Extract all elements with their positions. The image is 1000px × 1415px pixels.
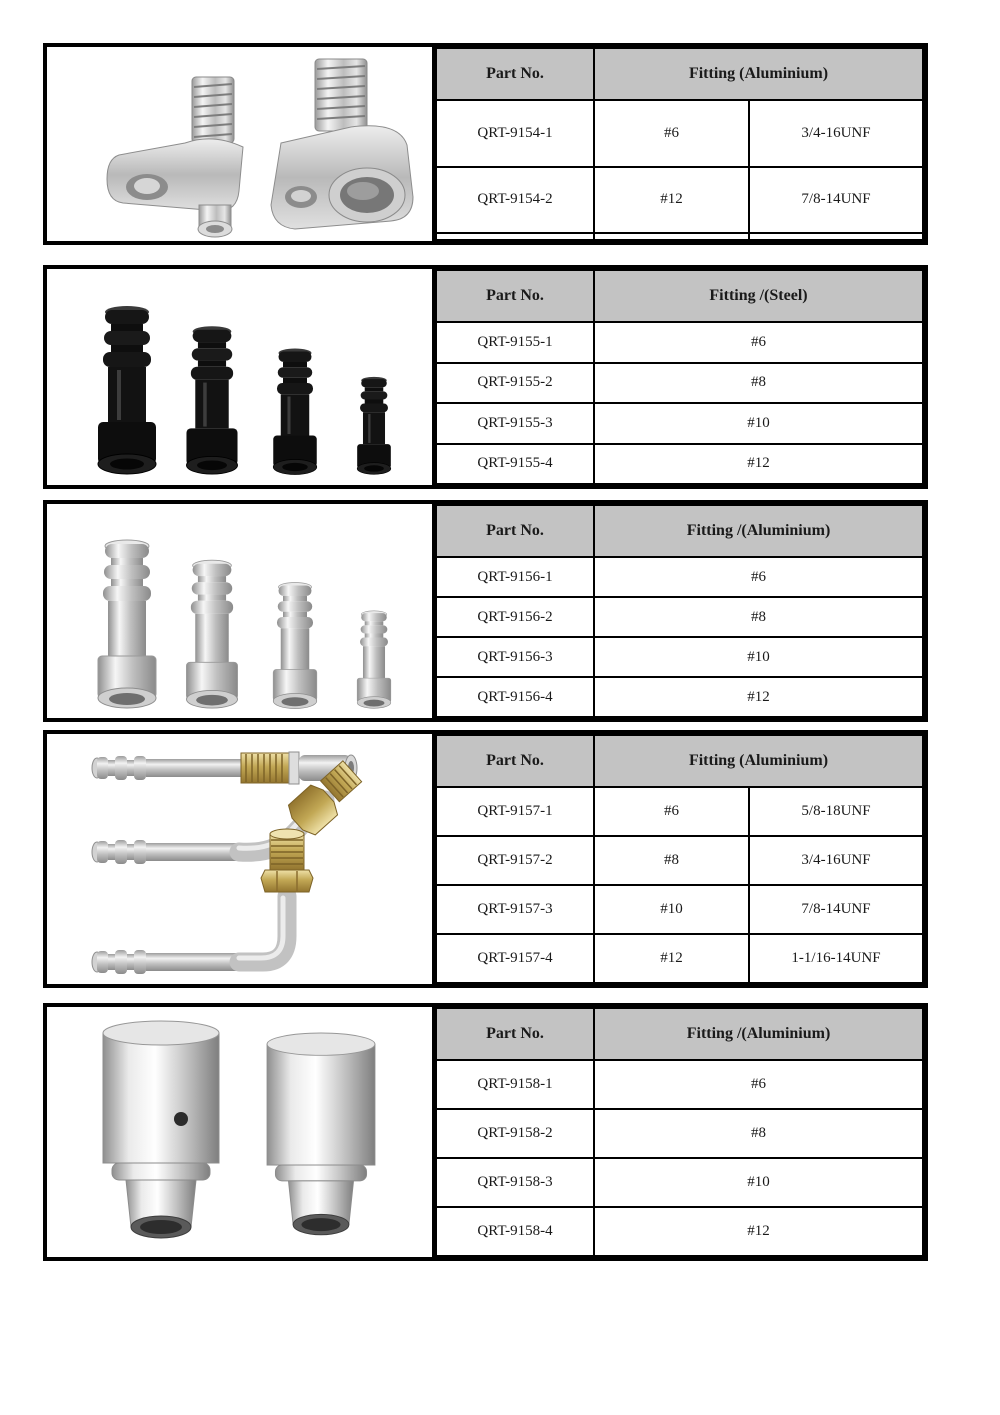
cell-part-no: QRT-9158-4 [436, 1207, 594, 1256]
cell-size: #10 [594, 1158, 923, 1207]
flange-fitting-large [271, 59, 413, 229]
cell-thread: 3/4-16UNF [749, 100, 923, 167]
cell-size: #12 [594, 934, 749, 983]
cell-part-no: QRT-9154-2 [436, 167, 594, 234]
brass-hex-nut [261, 870, 313, 892]
product-panel-qrt-9155 [43, 265, 928, 489]
table-row [436, 403, 923, 444]
table-row [436, 677, 923, 717]
table-row [436, 1158, 923, 1207]
crimp-hole [174, 1112, 188, 1126]
black-barb-fittings-image [47, 269, 432, 485]
cell-size: #6 [594, 787, 749, 836]
spec-table-wrap [432, 47, 924, 241]
spec-table-wrap [432, 269, 924, 485]
cell-size: #8 [594, 836, 749, 885]
cell-size: #6 [594, 1060, 923, 1109]
table-row [436, 1207, 923, 1256]
table-row [436, 1060, 923, 1109]
header-row [436, 735, 923, 787]
product-photo-aluminium-barbs [47, 504, 432, 718]
spec-table-wrap [432, 734, 924, 984]
brass-threaded-end [270, 829, 304, 870]
cell-size: #12 [594, 167, 749, 234]
header-part-no: Part No. [436, 48, 594, 100]
cell-part-no: QRT-9158-2 [436, 1109, 594, 1158]
straight-fitting [92, 752, 357, 784]
table-row-empty [436, 233, 923, 240]
header-row [436, 270, 923, 322]
table-row [436, 787, 923, 836]
spec-table-wrap [432, 504, 924, 718]
aluminium-barb-1 [98, 540, 156, 708]
black-barb-1 [98, 306, 156, 474]
black-barb-2 [186, 326, 237, 474]
cell-size: #12 [594, 1207, 923, 1256]
product-panel-qrt-9158 [43, 1003, 928, 1261]
cell-size: #10 [594, 637, 923, 677]
cell-size: #12 [594, 444, 923, 485]
cell-thread: 1-1/16-14UNF [749, 934, 923, 983]
cell-thread: 5/8-18UNF [749, 787, 923, 836]
aluminium-barb-2 [186, 560, 237, 708]
header-row [436, 1008, 923, 1060]
cell-part-no: QRT-9157-1 [436, 787, 594, 836]
table-row [436, 934, 923, 983]
product-photo-ferrule-caps [47, 1007, 432, 1257]
table-row [436, 363, 923, 404]
table-row [436, 100, 923, 167]
table-row [436, 557, 923, 597]
header-fitting: Fitting (Aluminium) [594, 48, 923, 100]
table-row [436, 597, 923, 637]
cell-size: #8 [594, 1109, 923, 1158]
cell-part-no: QRT-9156-4 [436, 677, 594, 717]
header-part-no: Part No. [436, 735, 594, 787]
cell-size [594, 233, 749, 240]
table-row [436, 167, 923, 234]
table-row [436, 444, 923, 485]
table-row [436, 836, 923, 885]
cell-size: #10 [594, 403, 923, 444]
header-fitting: Fitting (Aluminium) [594, 735, 923, 787]
product-photo-elbow-fittings [47, 734, 432, 984]
cell-part-no: QRT-9156-3 [436, 637, 594, 677]
ferrule-caps-image [47, 1007, 432, 1257]
black-barb-4 [357, 377, 391, 474]
header-part-no: Part No. [436, 1008, 594, 1060]
spec-table-qrt-9157 [435, 734, 924, 984]
header-fitting: Fitting /(Steel) [594, 270, 923, 322]
header-part-no: Part No. [436, 505, 594, 557]
product-photo-black-barbs [47, 269, 432, 485]
cell-part-no: QRT-9157-3 [436, 885, 594, 934]
cell-part-no: QRT-9155-3 [436, 403, 594, 444]
product-photo-flange-fittings [47, 47, 432, 241]
table-row [436, 637, 923, 677]
cell-size: #6 [594, 100, 749, 167]
spec-table-qrt-9158 [435, 1007, 924, 1257]
product-panel-qrt-9154 [43, 43, 928, 245]
header-row [436, 505, 923, 557]
cell-part-no: QRT-9155-1 [436, 322, 594, 363]
black-barb-3 [273, 349, 317, 475]
cell-size: #12 [594, 677, 923, 717]
cell-thread [749, 233, 923, 240]
cell-thread: 7/8-14UNF [749, 167, 923, 234]
aluminium-barb-4 [357, 611, 391, 708]
header-fitting: Fitting /(Aluminium) [594, 505, 923, 557]
cell-part-no: QRT-9155-2 [436, 363, 594, 404]
spec-table-qrt-9156 [435, 504, 924, 718]
cell-size: #6 [594, 322, 923, 363]
cell-part-no: QRT-9157-2 [436, 836, 594, 885]
ferrule-cap-2 [267, 1033, 375, 1235]
cell-size: #10 [594, 885, 749, 934]
cell-thread: 3/4-16UNF [749, 836, 923, 885]
product-panel-qrt-9156 [43, 500, 928, 722]
table-row [436, 1109, 923, 1158]
cell-part-no: QRT-9158-1 [436, 1060, 594, 1109]
cell-part-no: QRT-9158-3 [436, 1158, 594, 1207]
spec-table-qrt-9155 [435, 269, 924, 485]
cell-part-no: QRT-9154-1 [436, 100, 594, 167]
ferrule-cap-1 [103, 1021, 219, 1238]
cell-thread: 7/8-14UNF [749, 885, 923, 934]
flange-fitting-small [107, 77, 243, 237]
cell-size: #8 [594, 597, 923, 637]
cell-part-no: QRT-9155-4 [436, 444, 594, 485]
aluminium-barb-fittings-image [47, 504, 432, 718]
spec-table-wrap [432, 1007, 924, 1257]
product-panel-qrt-9157 [43, 730, 928, 988]
spec-table-qrt-9154 [435, 47, 924, 241]
cell-size: #8 [594, 363, 923, 404]
cell-part-no: QRT-9156-1 [436, 557, 594, 597]
cell-part-no: QRT-9156-2 [436, 597, 594, 637]
cell-part-no [436, 233, 594, 240]
table-row [436, 885, 923, 934]
cell-part-no: QRT-9157-4 [436, 934, 594, 983]
table-row [436, 322, 923, 363]
cell-size: #6 [594, 557, 923, 597]
aluminium-barb-3 [273, 583, 317, 709]
header-row [436, 48, 923, 100]
header-fitting: Fitting /(Aluminium) [594, 1008, 923, 1060]
header-part-no: Part No. [436, 270, 594, 322]
flange-fittings-image [47, 47, 432, 241]
elbow-fittings-image [47, 734, 432, 984]
